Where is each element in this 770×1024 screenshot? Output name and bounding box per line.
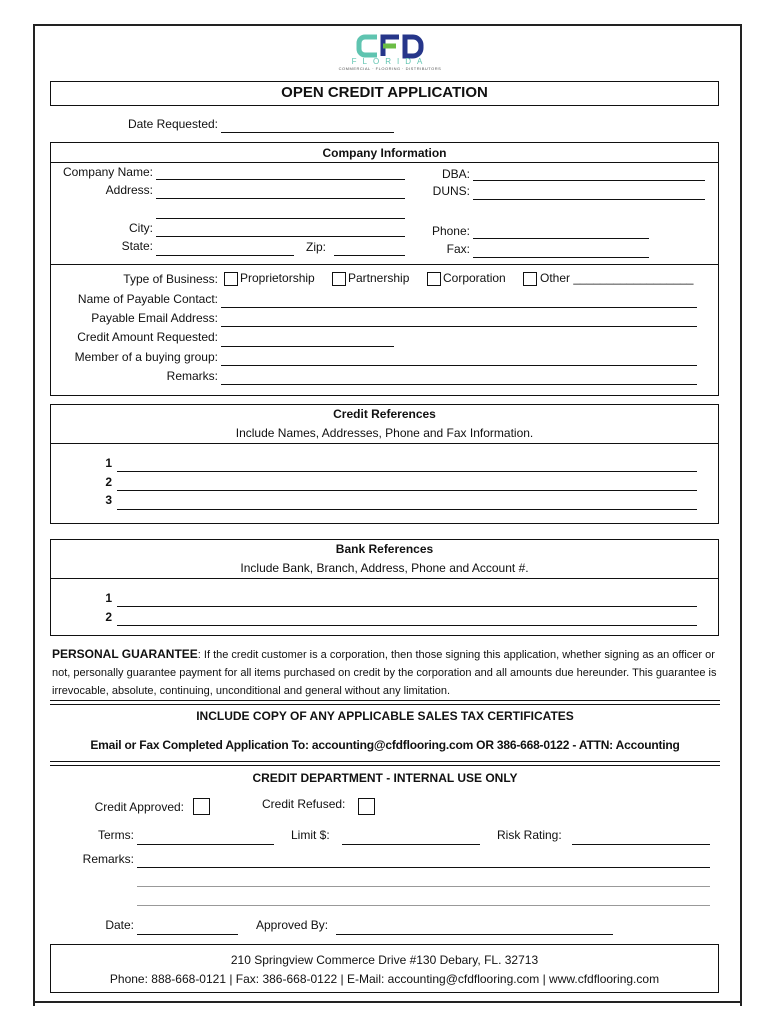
credit-ref-number: 2: [105, 475, 112, 489]
section-divider: [50, 761, 720, 766]
risk-rating-label: Risk Rating:: [497, 828, 562, 842]
terms-field[interactable]: [137, 844, 274, 845]
proprietorship-label: Proprietorship: [240, 271, 315, 285]
credit-ref-number: 3: [105, 493, 112, 507]
credit-amount-label: Credit Amount Requested:: [77, 330, 218, 344]
credit-amount-field[interactable]: [221, 346, 394, 347]
corporation-checkbox[interactable]: [427, 272, 441, 286]
type-of-business-label: Type of Business:: [123, 272, 218, 286]
payable-email-label: Payable Email Address:: [91, 311, 218, 325]
footer-contact: Phone: 888-668-0121 | Fax: 386-668-0122 | E-Mail: accounting@cfdflooring.com | www.cfdflooring.com: [109, 972, 660, 986]
address-label: Address:: [105, 183, 153, 197]
personal-guarantee-label: PERSONAL GUARANTEE: [52, 647, 198, 661]
bottom-rule: [33, 1001, 740, 1003]
bank-ref-1-field[interactable]: [117, 606, 697, 607]
tax-certificate-notice: INCLUDE COPY OF ANY APPLICABLE SALES TAX CERTIFICATES: [196, 709, 574, 723]
internal-date-label: Date:: [105, 918, 134, 932]
payable-email-field[interactable]: [221, 326, 697, 327]
corporation-label: Corporation: [443, 271, 506, 285]
footer-address: 210 Springview Commerce Drive #130 Debary, FL. 32713: [230, 953, 539, 967]
bank-ref-2-field[interactable]: [117, 625, 697, 626]
other-checkbox[interactable]: [523, 272, 537, 286]
internal-remarks-line-2[interactable]: [137, 886, 710, 887]
buying-group-label: Member of a buying group:: [74, 350, 218, 364]
credit-refs-subheading: Include Names, Addresses, Phone and Fax Information.: [235, 426, 534, 440]
internal-use-heading: CREDIT DEPARTMENT - INTERNAL USE ONLY: [252, 771, 518, 785]
personal-guarantee: [52, 645, 722, 700]
address-field[interactable]: [156, 198, 405, 199]
zip-field[interactable]: [334, 255, 405, 256]
state-label: State:: [121, 239, 153, 253]
credit-refs-heading: Credit References: [333, 407, 436, 421]
phone-field[interactable]: [473, 238, 649, 239]
limit-field[interactable]: [342, 844, 480, 845]
other-label: Other __________________: [540, 271, 694, 285]
approved-by-label: Approved By:: [256, 918, 329, 932]
payable-contact-label: Name of Payable Contact:: [77, 292, 218, 306]
risk-rating-field[interactable]: [572, 844, 710, 845]
state-field[interactable]: [156, 255, 294, 256]
phone-label: Phone:: [431, 224, 470, 238]
credit-refused-checkbox[interactable]: [358, 798, 375, 815]
internal-date-field[interactable]: [137, 934, 238, 935]
payable-contact-field[interactable]: [221, 307, 697, 308]
bank-ref-number: 1: [105, 591, 112, 605]
duns-label: DUNS:: [432, 184, 470, 198]
company-info-heading-rule: [50, 162, 719, 163]
internal-remarks-line-3[interactable]: [137, 905, 710, 906]
remarks-field[interactable]: [221, 384, 697, 385]
credit-ref-2-field[interactable]: [117, 490, 697, 491]
internal-remarks-field[interactable]: [137, 867, 710, 868]
fax-label: Fax:: [446, 242, 470, 256]
city-label: City:: [129, 221, 153, 235]
credit-refs-heading-rule: [50, 443, 719, 444]
bank-refs-heading-rule: [50, 578, 719, 579]
proprietorship-checkbox[interactable]: [224, 272, 238, 286]
bank-ref-number: 2: [105, 610, 112, 624]
buying-group-field[interactable]: [221, 365, 697, 366]
city-field[interactable]: [156, 236, 405, 237]
company-name-label: Company Name:: [62, 165, 153, 179]
credit-ref-1-field[interactable]: [117, 471, 697, 472]
zip-label: Zip:: [306, 240, 327, 254]
internal-remarks-label: Remarks:: [82, 852, 134, 866]
logo-tagline: COMMERCIAL · FLOORING · DISTRIBUTORS: [338, 66, 442, 71]
credit-approved-label: Credit Approved:: [94, 800, 184, 814]
terms-label: Terms:: [98, 828, 134, 842]
credit-refused-label: Credit Refused:: [262, 797, 346, 811]
email-fax-instructions: Email or Fax Completed Application To: accounting@cfdflooring.com OR 386-668-0122 - ATTN: Accounting: [90, 738, 680, 752]
credit-approved-checkbox[interactable]: [193, 798, 210, 815]
approved-by-field[interactable]: [336, 934, 613, 935]
bank-refs-heading: Bank References: [335, 542, 434, 556]
date-requested-label: Date Requested:: [127, 117, 218, 131]
page-title: OPEN CREDIT APPLICATION: [281, 84, 488, 101]
limit-label: Limit $:: [291, 828, 330, 842]
date-requested-field[interactable]: [221, 132, 394, 133]
partnership-label: Partnership: [348, 271, 410, 285]
section-divider: [50, 700, 720, 705]
partnership-checkbox[interactable]: [332, 272, 346, 286]
credit-ref-number: 1: [105, 456, 112, 470]
logo-word: FLORIDA: [351, 57, 429, 66]
dba-field[interactable]: [473, 180, 705, 181]
fax-field[interactable]: [473, 257, 649, 258]
bank-refs-subheading: Include Bank, Branch, Address, Phone and Account #.: [240, 561, 529, 575]
address-line-2-field[interactable]: [156, 218, 405, 219]
dba-label: DBA:: [441, 167, 470, 181]
personal-guarantee-text: : If the credit customer is a corporation, then those signing this application, whether signing as an officer or not, personally guarantee payment for all items purchased on credit by the corporation and all amounts due hereunder. This guarantee is irrevocable, absolute, continuing, unconditional and general without any limitation.: [52, 649, 717, 697]
remarks-label: Remarks:: [166, 369, 218, 383]
company-name-field[interactable]: [156, 179, 405, 180]
credit-ref-3-field[interactable]: [117, 509, 697, 510]
credit-refs-box: [50, 404, 719, 524]
company-info-heading: Company Information: [322, 146, 447, 160]
duns-field[interactable]: [473, 199, 705, 200]
